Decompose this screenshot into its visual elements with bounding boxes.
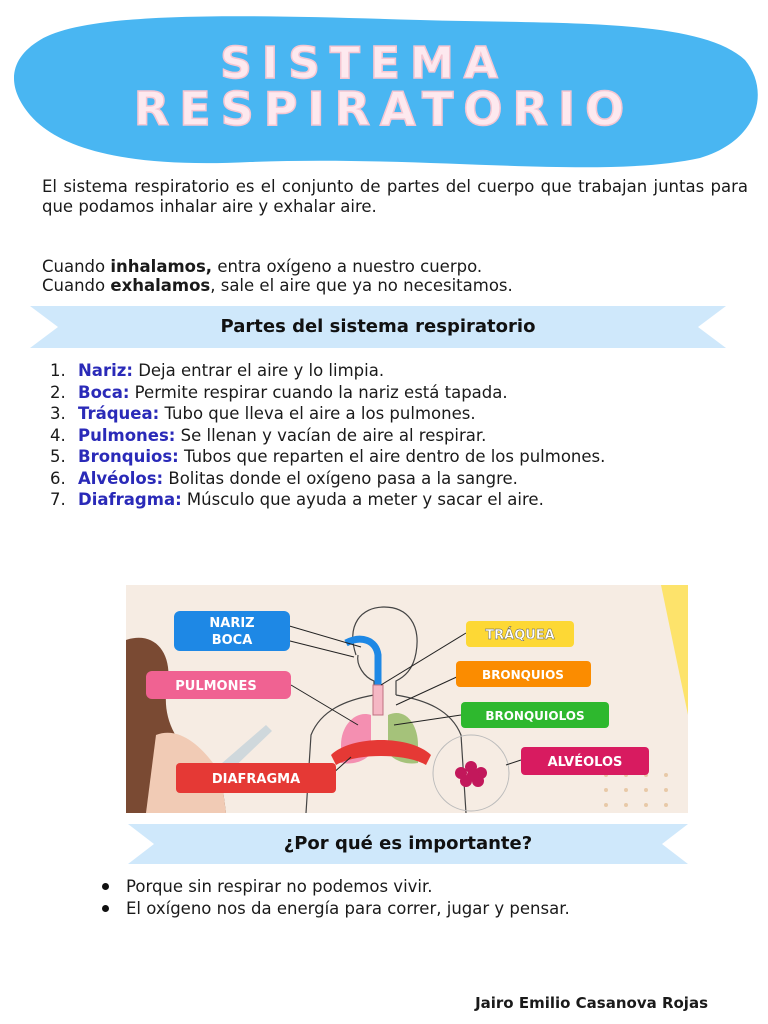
part-term: Boca:: [78, 382, 130, 402]
list-number: 3.: [50, 404, 66, 423]
part-description: Deja entrar el aire y lo limpia.: [132, 361, 385, 380]
section-ribbon-importance: [128, 824, 688, 866]
label-alveolos: ALVÉOLOS: [547, 755, 623, 770]
part-description: Tubos que reparten el aire dentro de los pulmones.: [178, 447, 606, 466]
label-pulmones: PULMONES: [175, 679, 257, 694]
exhale-suffix: , sale el aire que ya no necesitamos.: [210, 276, 513, 295]
part-description: Se llenan y vacían de aire al respirar.: [175, 425, 487, 445]
list-item: [50, 490, 714, 511]
bullet-icon: [102, 905, 109, 912]
part-term: Tráquea:: [78, 404, 160, 423]
part-description: Músculo que ayuda a meter y sacar el aire.: [181, 490, 544, 509]
list-number: 5.: [50, 447, 66, 466]
exhale-prefix: Cuando: [42, 276, 111, 295]
part-description: Tubo que lleva el aire a los pulmones.: [159, 404, 476, 423]
list-item: [50, 426, 714, 447]
inhale-suffix: entra oxígeno a nuestro cuerpo.: [212, 257, 483, 276]
reason-text: Porque sin respirar no podemos vivir.: [126, 877, 433, 896]
author-name: Jairo Emilio Casanova Rojas: [475, 994, 708, 1012]
part-description: Bolitas donde el oxígeno pasa a la sangre.: [163, 468, 518, 488]
reason-text: El oxígeno nos da energía para correr, jugar y pensar.: [126, 898, 570, 918]
part-description: Permite respirar cuando la nariz está tapada.: [129, 382, 508, 402]
title-line-1: SISTEMA: [220, 38, 508, 89]
list-item: [50, 404, 714, 425]
list-number: 6.: [50, 468, 66, 488]
respiratory-diagram: [126, 585, 688, 813]
section-heading-importance: ¿Por qué es importante?: [283, 833, 533, 854]
title-line-2: RESPIRATORIO: [133, 82, 635, 136]
label-bronquiolos: BRONQUIOLOS: [485, 709, 585, 723]
label-boca: BOCA: [211, 633, 253, 648]
list-item: [50, 383, 714, 404]
list-item: [100, 876, 700, 898]
list-number: 1.: [50, 361, 66, 380]
label-diafragma: DIAFRAGMA: [211, 772, 301, 787]
inhale-prefix: Cuando: [42, 257, 111, 276]
list-number: 7.: [50, 490, 66, 509]
label-nariz: NARIZ: [209, 616, 255, 631]
intro-inhale-line: [42, 257, 748, 277]
list-number: 2.: [50, 382, 66, 402]
section-ribbon-parts: [30, 306, 726, 348]
list-item: [50, 361, 714, 382]
part-term: Nariz:: [78, 361, 133, 380]
list-number: 4.: [50, 425, 66, 445]
list-item: [50, 469, 714, 490]
reasons-list: [100, 876, 700, 919]
exhale-bold: exhalamos: [110, 276, 211, 295]
section-heading-parts: Partes del sistema respiratorio: [220, 316, 536, 337]
bullet-icon: [102, 883, 109, 890]
part-term: Diafragma:: [78, 490, 182, 509]
part-term: Pulmones:: [78, 425, 176, 445]
part-term: Alvéolos:: [78, 468, 164, 488]
list-item: [100, 898, 700, 920]
label-traquea: TRÁQUEA: [485, 628, 555, 643]
diagram-illustration: [126, 585, 688, 813]
intro-exhale-line: [42, 276, 748, 296]
part-term: Bronquios:: [78, 447, 179, 466]
list-item: [50, 447, 714, 468]
label-bronquios: BRONQUIOS: [482, 668, 564, 682]
intro-paragraph: El sistema respiratorio es el conjunto de partes del cuerpo que trabajan juntas para que podamos inhalar aire y exhalar aire.: [42, 177, 748, 216]
inhale-bold: inhalamos,: [110, 257, 213, 276]
parts-list: [50, 361, 714, 512]
